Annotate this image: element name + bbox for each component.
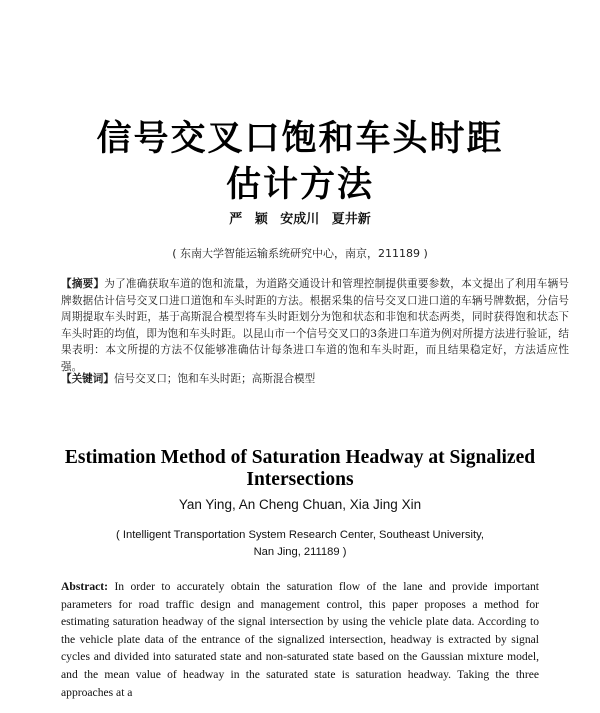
chinese-abstract — [61, 276, 569, 376]
chinese-keywords-text: 信号交叉口；饱和车头时距；高斯混合模型 — [113, 373, 316, 385]
english-title: Estimation Method of Saturation Headway at Signalized Intersections — [64, 447, 536, 490]
english-abstract-label: Abstract: — [61, 580, 109, 593]
chinese-affiliation: ( 东南大学智能运输系统研究中心，南京，211189 ) — [172, 247, 428, 260]
english-abstract-text: In order to accurately obtain the saturation flow of the lane and provide important parameters for road traffic design and management control, this paper proposes a method for estimating saturation headway of the signal intersection by using the vehicle plate data. According to the vehicle plate data of the entrance of the signalized intersection, headway is extracted by signal cycles and divided into saturated state and non-saturated state based on the Gaussian mixture model, and the mean value of headway in the saturated state is saturation headway. Taking the three approaches at a — [61, 580, 540, 699]
chinese-title-line-1: 信号交叉口饱和车头时距 — [96, 118, 504, 159]
chinese-abstract-text: 为了准确获取车道的饱和流量，为道路交通设计和管理控制提供重要参数，本文提出了利用车辆号牌数据估计信号交叉口进口道饱和车头时距的方法。根据采集的信号交叉口进口道的车辆号牌数据，分信号周期提取车头时距，基于高斯混合模型将车头时距划分为饱和状态和非饱和状态两类，同时获得饱和状态下车头时距的均值，即为饱和车头时距。以昆山市一个信号交叉口的3条进口车道为例对所提方法进行验证，结果表明：本文所提的方法不仅能够准确估计每条进口车道的饱和车头时距，而且结果稳定好，方法适应性强。 — [61, 278, 570, 373]
chinese-keywords-label: 【关键词】 — [61, 373, 114, 385]
chinese-abstract-label: 【摘要】 — [61, 278, 105, 290]
chinese-keywords — [61, 371, 569, 387]
english-abstract — [61, 578, 539, 701]
english-authors: Yan Ying, An Cheng Chuan, Xia Jing Xin — [178, 497, 422, 512]
chinese-authors: 严 颖 安成川 夏井新 — [229, 212, 371, 227]
english-affiliation: ( Intelligent Transportation System Research Center, Southeast University, Nan Jing, 211189 ) — [116, 529, 484, 558]
chinese-title-line-2: 估计方法 — [225, 164, 374, 205]
